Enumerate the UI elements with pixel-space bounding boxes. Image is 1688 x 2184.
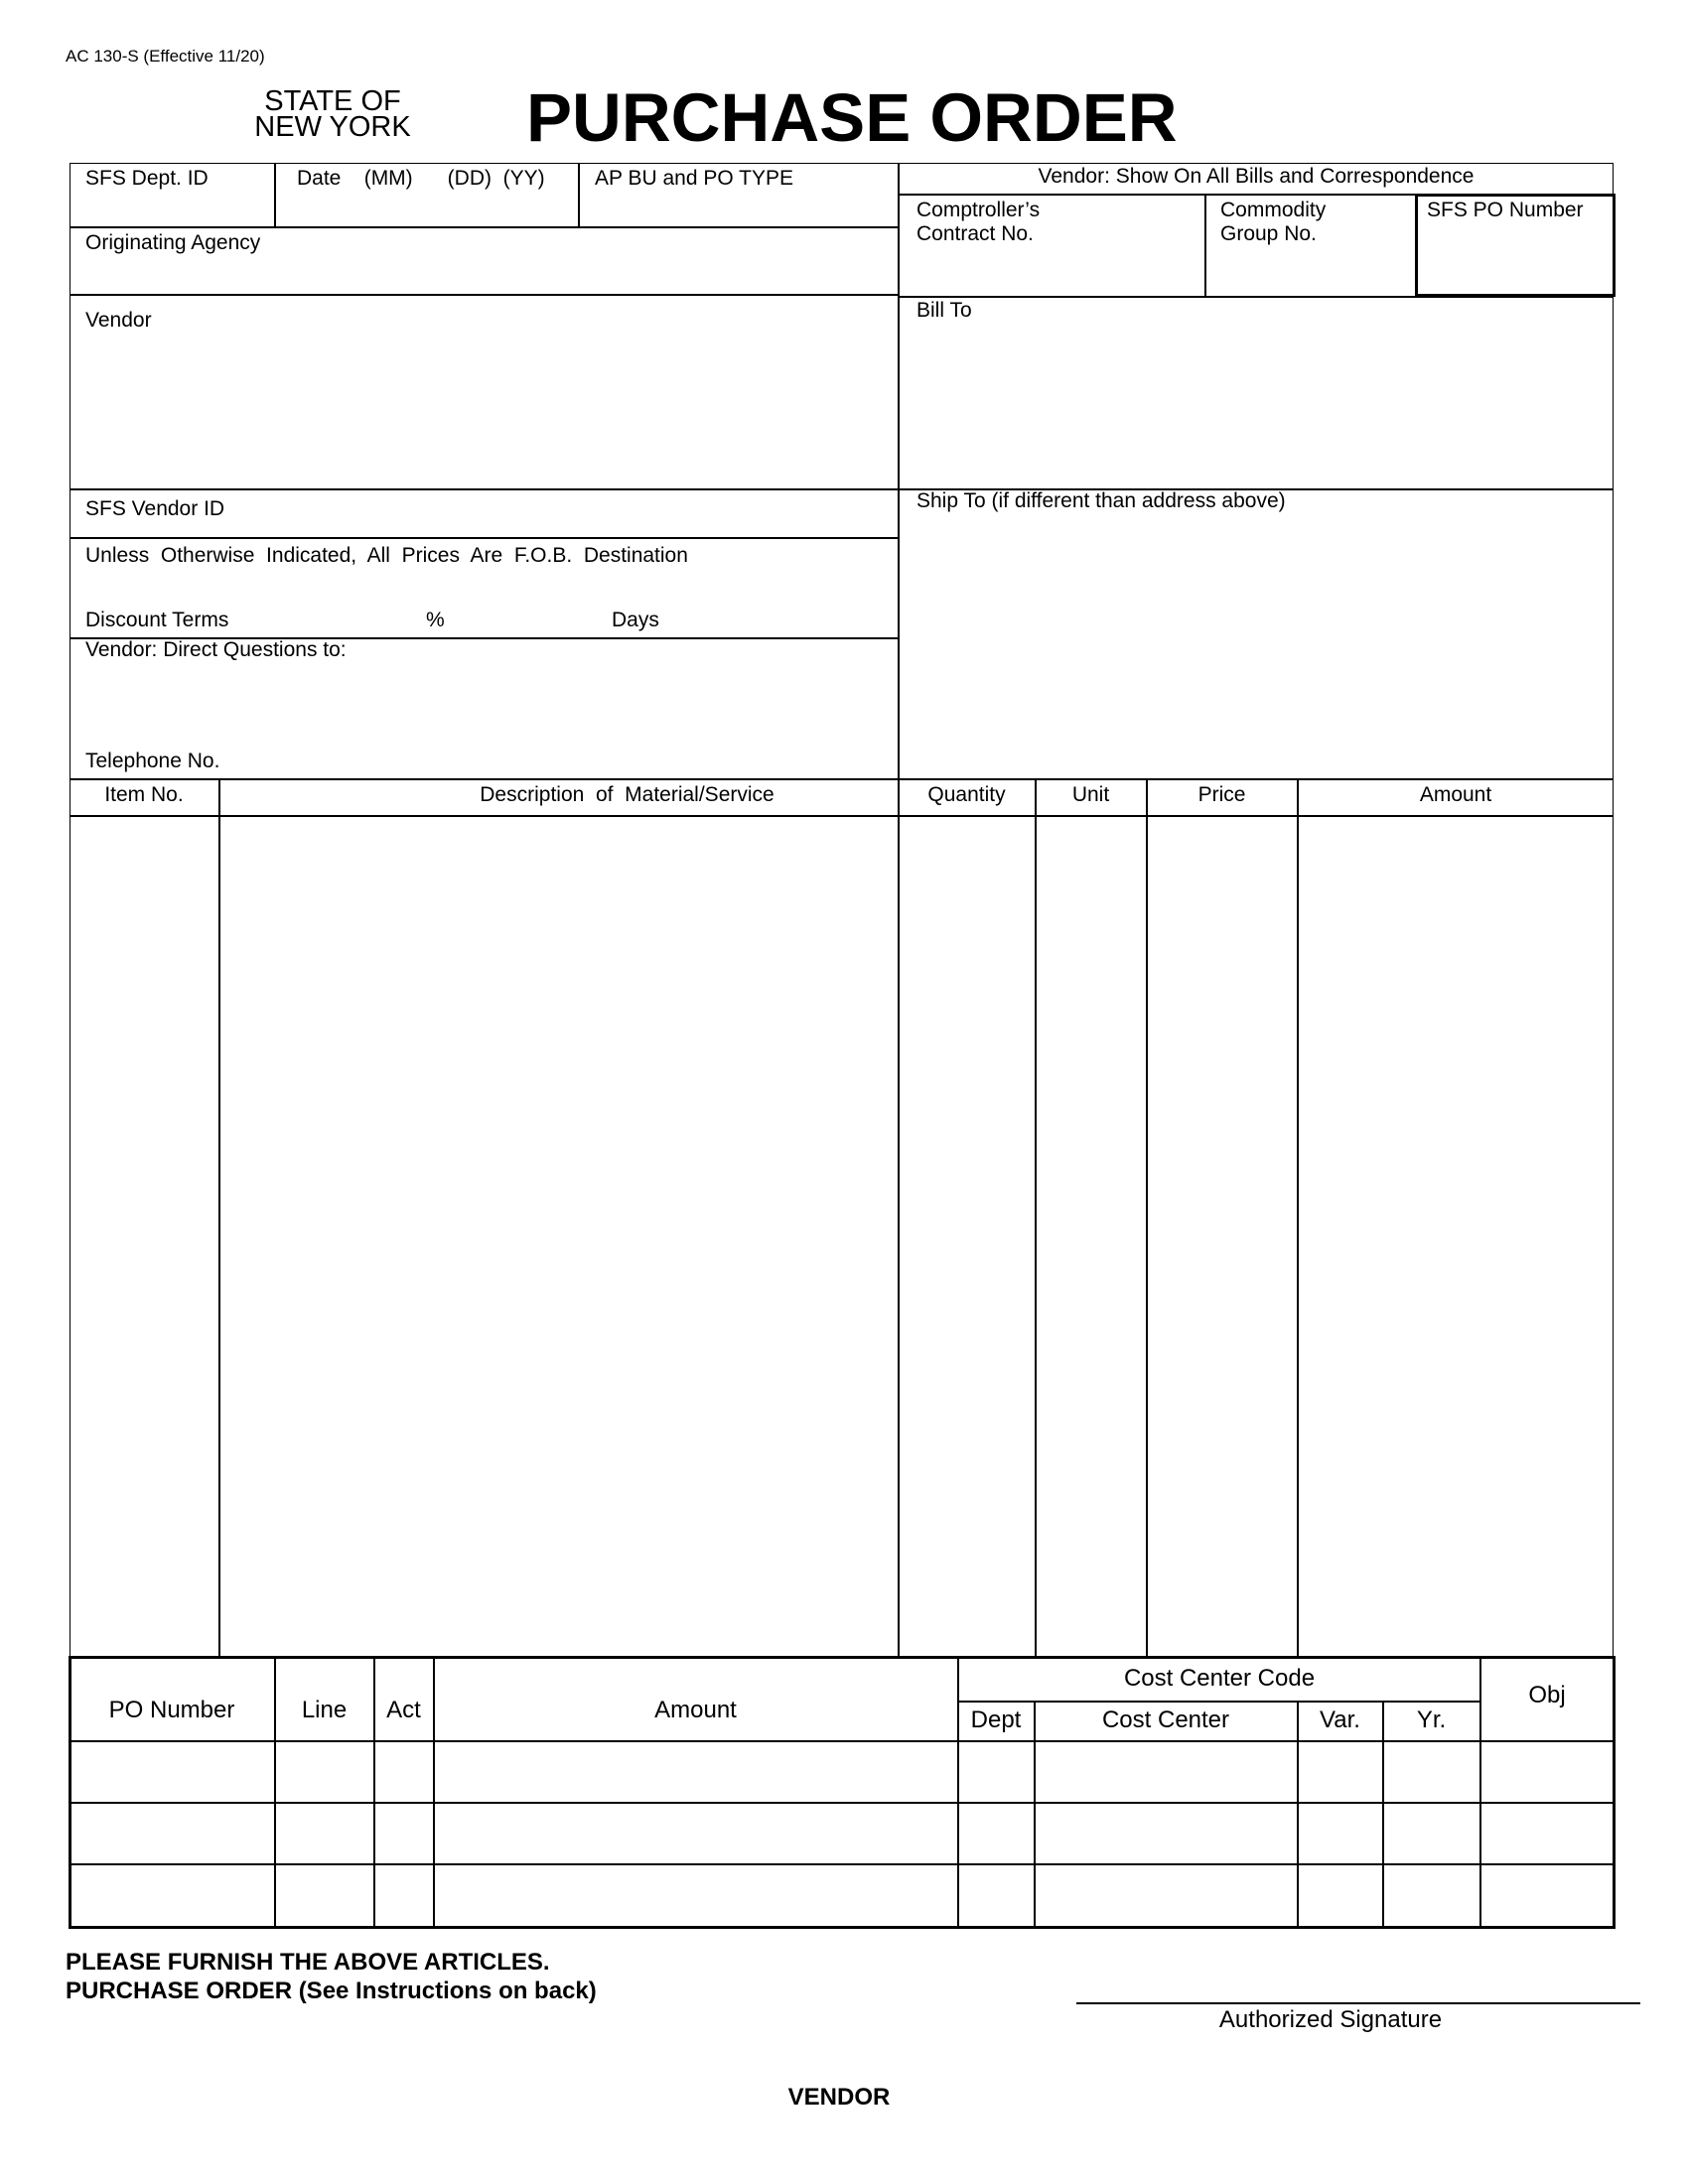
authorized-signature-label: Authorized Signature [1218, 2006, 1443, 2033]
commodity-label-1: Commodity [1220, 199, 1327, 221]
comptroller-label-1: Comptroller’s [916, 199, 1041, 221]
acct-obj-header: Obj [1528, 1682, 1566, 1708]
acct-amount-header: Amount [654, 1697, 737, 1723]
page-title: PURCHASE ORDER [526, 79, 1178, 156]
furnish-line-1: PLEASE FURNISH THE ABOVE ARTICLES. [66, 1949, 550, 1976]
copy-label: VENDOR [787, 2084, 891, 2111]
acct-po-number-header: PO Number [108, 1697, 235, 1723]
originating-agency-label: Originating Agency [85, 231, 261, 254]
unit-header: Unit [1071, 783, 1110, 806]
sfs-vendor-id-label: SFS Vendor ID [85, 497, 225, 520]
acct-act-header: Act [386, 1697, 421, 1723]
sfs-dept-id-label: SFS Dept. ID [85, 167, 209, 190]
form-code: AC 130-S (Effective 11/20) [66, 47, 265, 66]
ap-bu-po-type-label: AP BU and PO TYPE [595, 167, 793, 190]
vendor-label: Vendor [85, 309, 152, 332]
item-no-header: Item No. [104, 783, 184, 806]
quantity-header: Quantity [927, 783, 1006, 806]
furnish-line-2: PURCHASE ORDER (See Instructions on back) [66, 1978, 597, 2004]
ship-to-label: Ship To (if different than address above) [916, 489, 1286, 512]
telephone-label: Telephone No. [85, 750, 220, 772]
state-line-2: NEW YORK [254, 111, 411, 143]
bill-to-label: Bill To [916, 299, 972, 322]
acct-yr-header: Yr. [1416, 1706, 1447, 1733]
percent-label: % [426, 609, 445, 631]
amount-header: Amount [1419, 783, 1492, 806]
date-label: Date (MM) (DD) (YY) [297, 167, 545, 190]
cost-center-code-header: Cost Center Code [1123, 1665, 1316, 1692]
acct-var-header: Var. [1320, 1706, 1360, 1733]
comptroller-label-2: Contract No. [916, 222, 1034, 245]
discount-terms-label: Discount Terms [85, 609, 229, 631]
signature-line[interactable] [1076, 2002, 1640, 2004]
acct-cost-center-header: Cost Center [1101, 1706, 1230, 1733]
vendor-show-label: Vendor: Show On All Bills and Correspondence [1038, 165, 1475, 188]
acct-dept-header: Dept [970, 1706, 1022, 1733]
sfs-po-number-label: SFS PO Number [1427, 199, 1584, 221]
days-label: Days [612, 609, 659, 631]
direct-questions-label: Vendor: Direct Questions to: [85, 638, 347, 661]
fob-label: Unless Otherwise Indicated, All Prices Are F.O.B. Destination [85, 544, 688, 567]
price-header: Price [1197, 783, 1246, 806]
state-line-1: STATE OF [264, 85, 401, 117]
acct-line-header: Line [301, 1697, 348, 1723]
commodity-label-2: Group No. [1220, 222, 1317, 245]
upper-form-frame [70, 163, 1614, 1659]
description-header: Description of Material/Service [480, 783, 774, 806]
